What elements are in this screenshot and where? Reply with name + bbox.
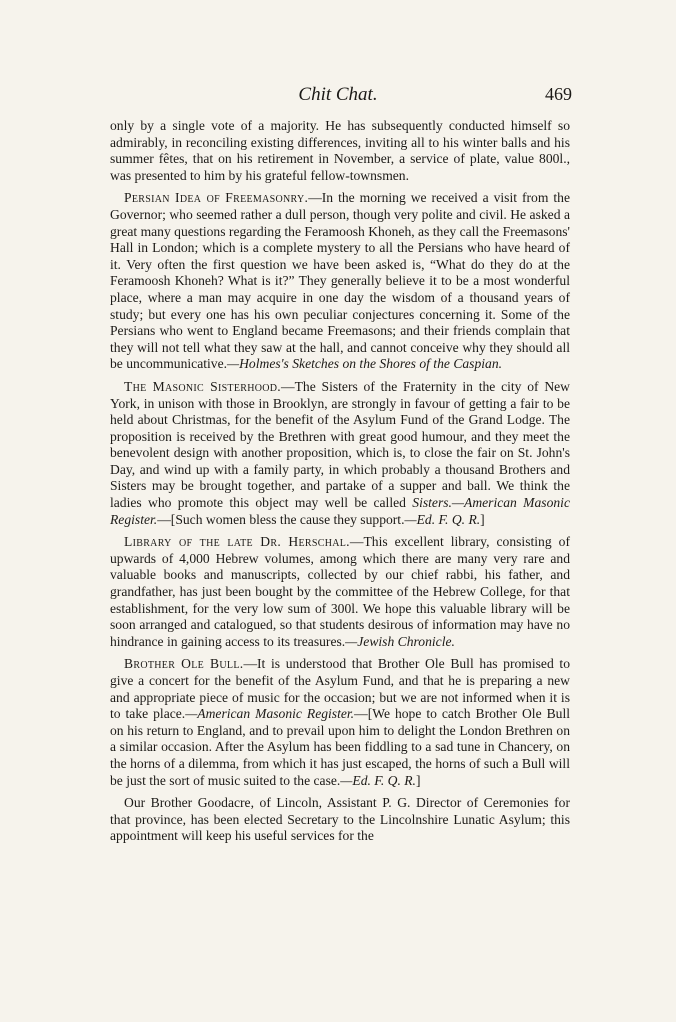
article-heading: Library of the late Dr. Herschal. (124, 534, 350, 550)
running-title: Chit Chat. (298, 84, 378, 105)
article-source: —Jewish Chronicle. (345, 633, 455, 649)
article-source: —American Masonic Register. (110, 495, 570, 527)
article-masonic-sisterhood (110, 379, 570, 528)
article-heading: Persian Idea of Freemasonry. (124, 190, 309, 206)
article-source: —American Masonic Register. (185, 706, 355, 722)
article-body: —It is understood that Brother Ole Bull has promised to give a concert for the benefit of the Asylum Fund, and that he is preparing a new and appropriate piece of music for the occasion; but we are not informed when it is to take place. (110, 656, 571, 722)
page-header (0, 84, 676, 110)
editor-note-source: —Ed. F. Q. R. (404, 511, 481, 527)
editor-note-end: ] (480, 511, 485, 527)
editor-note-source: —Ed. F. Q. R. (340, 772, 416, 788)
article-heading: The Masonic Sisterhood. (124, 378, 282, 394)
body-text (110, 118, 570, 851)
article-body: —In the morning we received a visit from the Governor; who seemed rather a dull person, though very polite and civil. He asked a great many questions regarding the Feramoosh Khoneh, as they call the Freemasons' Hall in London; which is a complete mystery to all the Persians who have heard of it. Very often the first question we have been asked is, “What do they do at the Feramoosh Khoneh? What is it?” They generally believe it to be a most wonderful place, where a man may acquire in one day the wisdom of a thousand years of study; but every one has his own peculiar conjectures concerning it. Some of the Persians who went to England became Freemasons; and their friends complain that they will not tell what they saw at the hall, and cannot conceive why they should all be uncommunicative. (110, 190, 570, 372)
editor-note-end: ] (415, 772, 421, 788)
paragraph-text: Our Brother Goodacre, of Lincoln, Assistant P. G. Director of Ceremonies for that province, has been elected Secretary to the Lincolnshire Lunatic Asylum; this appointment will keep his useful services for the (110, 795, 570, 844)
page-number: 469 (545, 84, 572, 104)
emphasis-sisters: Sisters. (412, 495, 452, 511)
article-heading: Brother Ole Bull. (124, 656, 244, 672)
paragraph-continuation (110, 118, 570, 184)
article-persian-idea (110, 190, 570, 373)
article-source: —Holmes's Sketches on the Shores of the Caspian. (227, 356, 503, 372)
editor-note: —[We hope to catch Brother Ole Bull on his return to England, and to prevail upon him to delight the London Brethren on a similar occasion. After the Asylum has been fiddling to a sad tune in Chancery, on the horns of a dilemma, from which it has just escaped, the horns of such a Bull will be just the sort of music suited to the case. (110, 706, 570, 788)
article-ole-bull (110, 656, 570, 789)
paragraph-text: only by a single vote of a majority. He has subsequently conducted himself so admirably, in reconciling existing differences, inviting all to his winter balls and his summer fêtes, that on his retirement in November, a service of plate, value 800l., was presented to him by his grateful fellow-townsmen. (110, 118, 570, 183)
article-goodacre (110, 795, 570, 845)
article-body: —This excellent library, consisting of upwards of 4,000 Hebrew volumes, among which there are many very rare and valuable books and manuscripts, collected by our chief rabbi, his father, and grandfather, has just been bought by the committee of the Hebrew College, for that establishment, for the very low sum of 300l. We hope this valuable library will be soon arranged and catalogued, so that students desirous of information may have no hindrance in gaining access to its treasures. (110, 534, 570, 649)
article-herschal-library (110, 534, 570, 650)
article-body: —The Sisters of the Fraternity in the city of New York, in unison with those in Brooklyn, are strongly in favour of getting a fair to be held about Christmas, for the benefit of the Asylum Fund of the Grand Lodge. The proposition is received by the Brethren with great good humour, and they meet the benevolent design with another proposition, which is, to close the fair on St. John's Day, and wind up with a family party, in which probably a thousand Brothers and Sisters may be brought together, and partake of a supper and ball. We think the ladies who promote this object may well be called (110, 378, 570, 511)
editor-note: —[Such women bless the cause they support. (157, 511, 405, 527)
